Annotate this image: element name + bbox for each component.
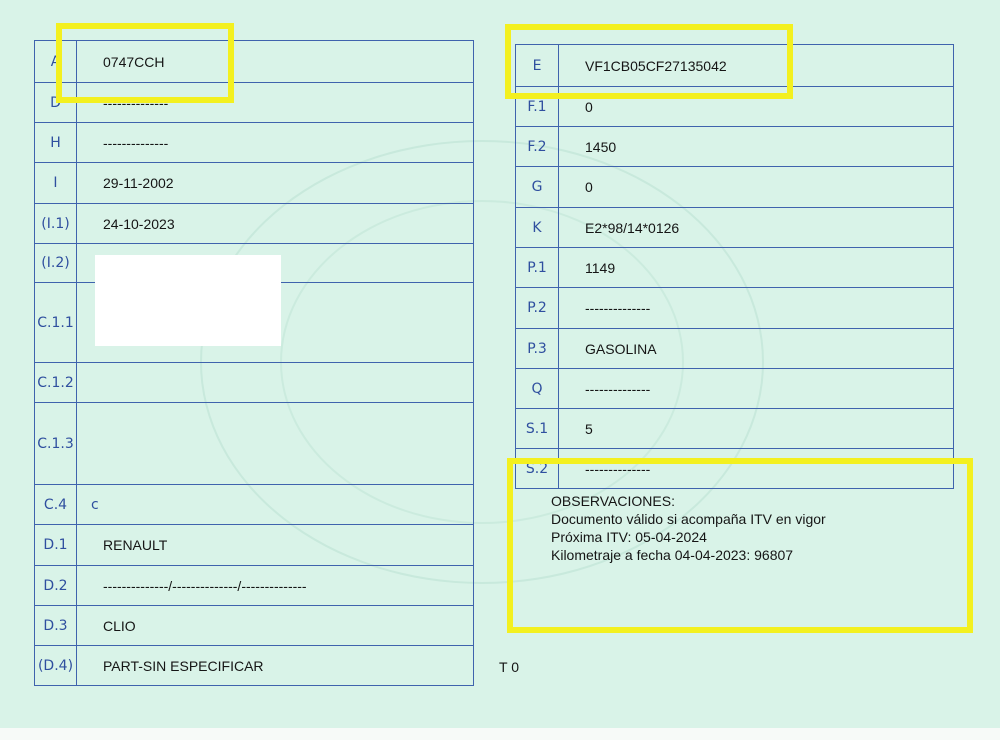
field-label: D	[35, 83, 77, 123]
highlight-box-observations	[507, 458, 973, 633]
field-value: E2*98/14*0126	[559, 208, 954, 248]
highlight-box-vin	[505, 24, 793, 99]
field-label: E	[516, 45, 559, 87]
table-row	[516, 288, 954, 329]
field-label: P.1	[516, 248, 559, 288]
field-value: --------------	[559, 449, 954, 489]
field-label: P.3	[516, 329, 559, 369]
field-label: D.1	[35, 525, 77, 566]
field-value: 0747CCH	[77, 41, 474, 83]
table-row	[516, 208, 954, 248]
table-row	[35, 525, 474, 566]
table-row	[516, 329, 954, 369]
field-value	[77, 403, 474, 485]
left-registration-table	[34, 40, 474, 686]
field-value: VF1CB05CF27135042	[559, 45, 954, 87]
field-value: GASOLINA	[559, 329, 954, 369]
field-label: D.3	[35, 606, 77, 646]
table-row	[516, 369, 954, 409]
field-value: CLIO	[77, 606, 474, 646]
field-label: C.1.2	[35, 363, 77, 403]
field-label: F.2	[516, 127, 559, 167]
field-label: C.4	[35, 485, 77, 525]
field-label: G	[516, 167, 559, 208]
field-label: (D.4)	[35, 646, 77, 686]
field-value: 0	[559, 87, 954, 127]
right-registration-table	[515, 44, 954, 489]
redacted-area	[95, 255, 281, 346]
table-row	[516, 248, 954, 288]
table-row	[35, 646, 474, 686]
observation-line: Próxima ITV: 05-04-2024	[551, 529, 707, 545]
field-label: K	[516, 208, 559, 248]
field-label: S.1	[516, 409, 559, 449]
field-value: PART-SIN ESPECIFICAR	[77, 646, 474, 686]
observation-line: Kilometraje a fecha 04-04-2023: 96807	[551, 547, 794, 563]
highlight-box-plate	[56, 23, 234, 103]
table-row	[35, 403, 474, 485]
field-value: 0	[559, 167, 954, 208]
field-value: 1149	[559, 248, 954, 288]
observations-title: OBSERVACIONES:	[551, 493, 675, 509]
field-label: C.1.3	[35, 403, 77, 485]
field-value: 24-10-2023	[77, 204, 474, 244]
field-label: (I.1)	[35, 204, 77, 244]
field-value: 29-11-2002	[77, 163, 474, 204]
field-label: S.2	[516, 449, 559, 489]
table-row	[516, 409, 954, 449]
field-value: --------------/--------------/--------------	[77, 566, 474, 606]
field-value: 5	[559, 409, 954, 449]
field-value: --------------	[77, 83, 474, 123]
table-row	[35, 163, 474, 204]
field-value: c	[77, 485, 474, 525]
field-label: C.1.1	[35, 283, 77, 363]
table-row	[35, 485, 474, 525]
field-value: RENAULT	[77, 525, 474, 566]
field-value: --------------	[559, 288, 954, 329]
field-value: --------------	[559, 369, 954, 409]
table-row	[35, 123, 474, 163]
table-row	[35, 363, 474, 403]
table-row	[516, 127, 954, 167]
field-label: I	[35, 163, 77, 204]
field-label: F.1	[516, 87, 559, 127]
field-value	[77, 363, 474, 403]
table-row	[516, 167, 954, 208]
table-row	[35, 566, 474, 606]
field-value: 1450	[559, 127, 954, 167]
field-label: H	[35, 123, 77, 163]
paper-edge	[0, 728, 1000, 740]
field-label: D.2	[35, 566, 77, 606]
field-label: A	[35, 41, 77, 83]
footer-code: T 0	[499, 659, 519, 675]
field-label: P.2	[516, 288, 559, 329]
field-label: Q	[516, 369, 559, 409]
observation-line: Documento válido si acompaña ITV en vigor	[551, 511, 826, 527]
field-label: (I.2)	[35, 244, 77, 283]
table-row	[35, 204, 474, 244]
table-row	[35, 606, 474, 646]
field-value: --------------	[77, 123, 474, 163]
